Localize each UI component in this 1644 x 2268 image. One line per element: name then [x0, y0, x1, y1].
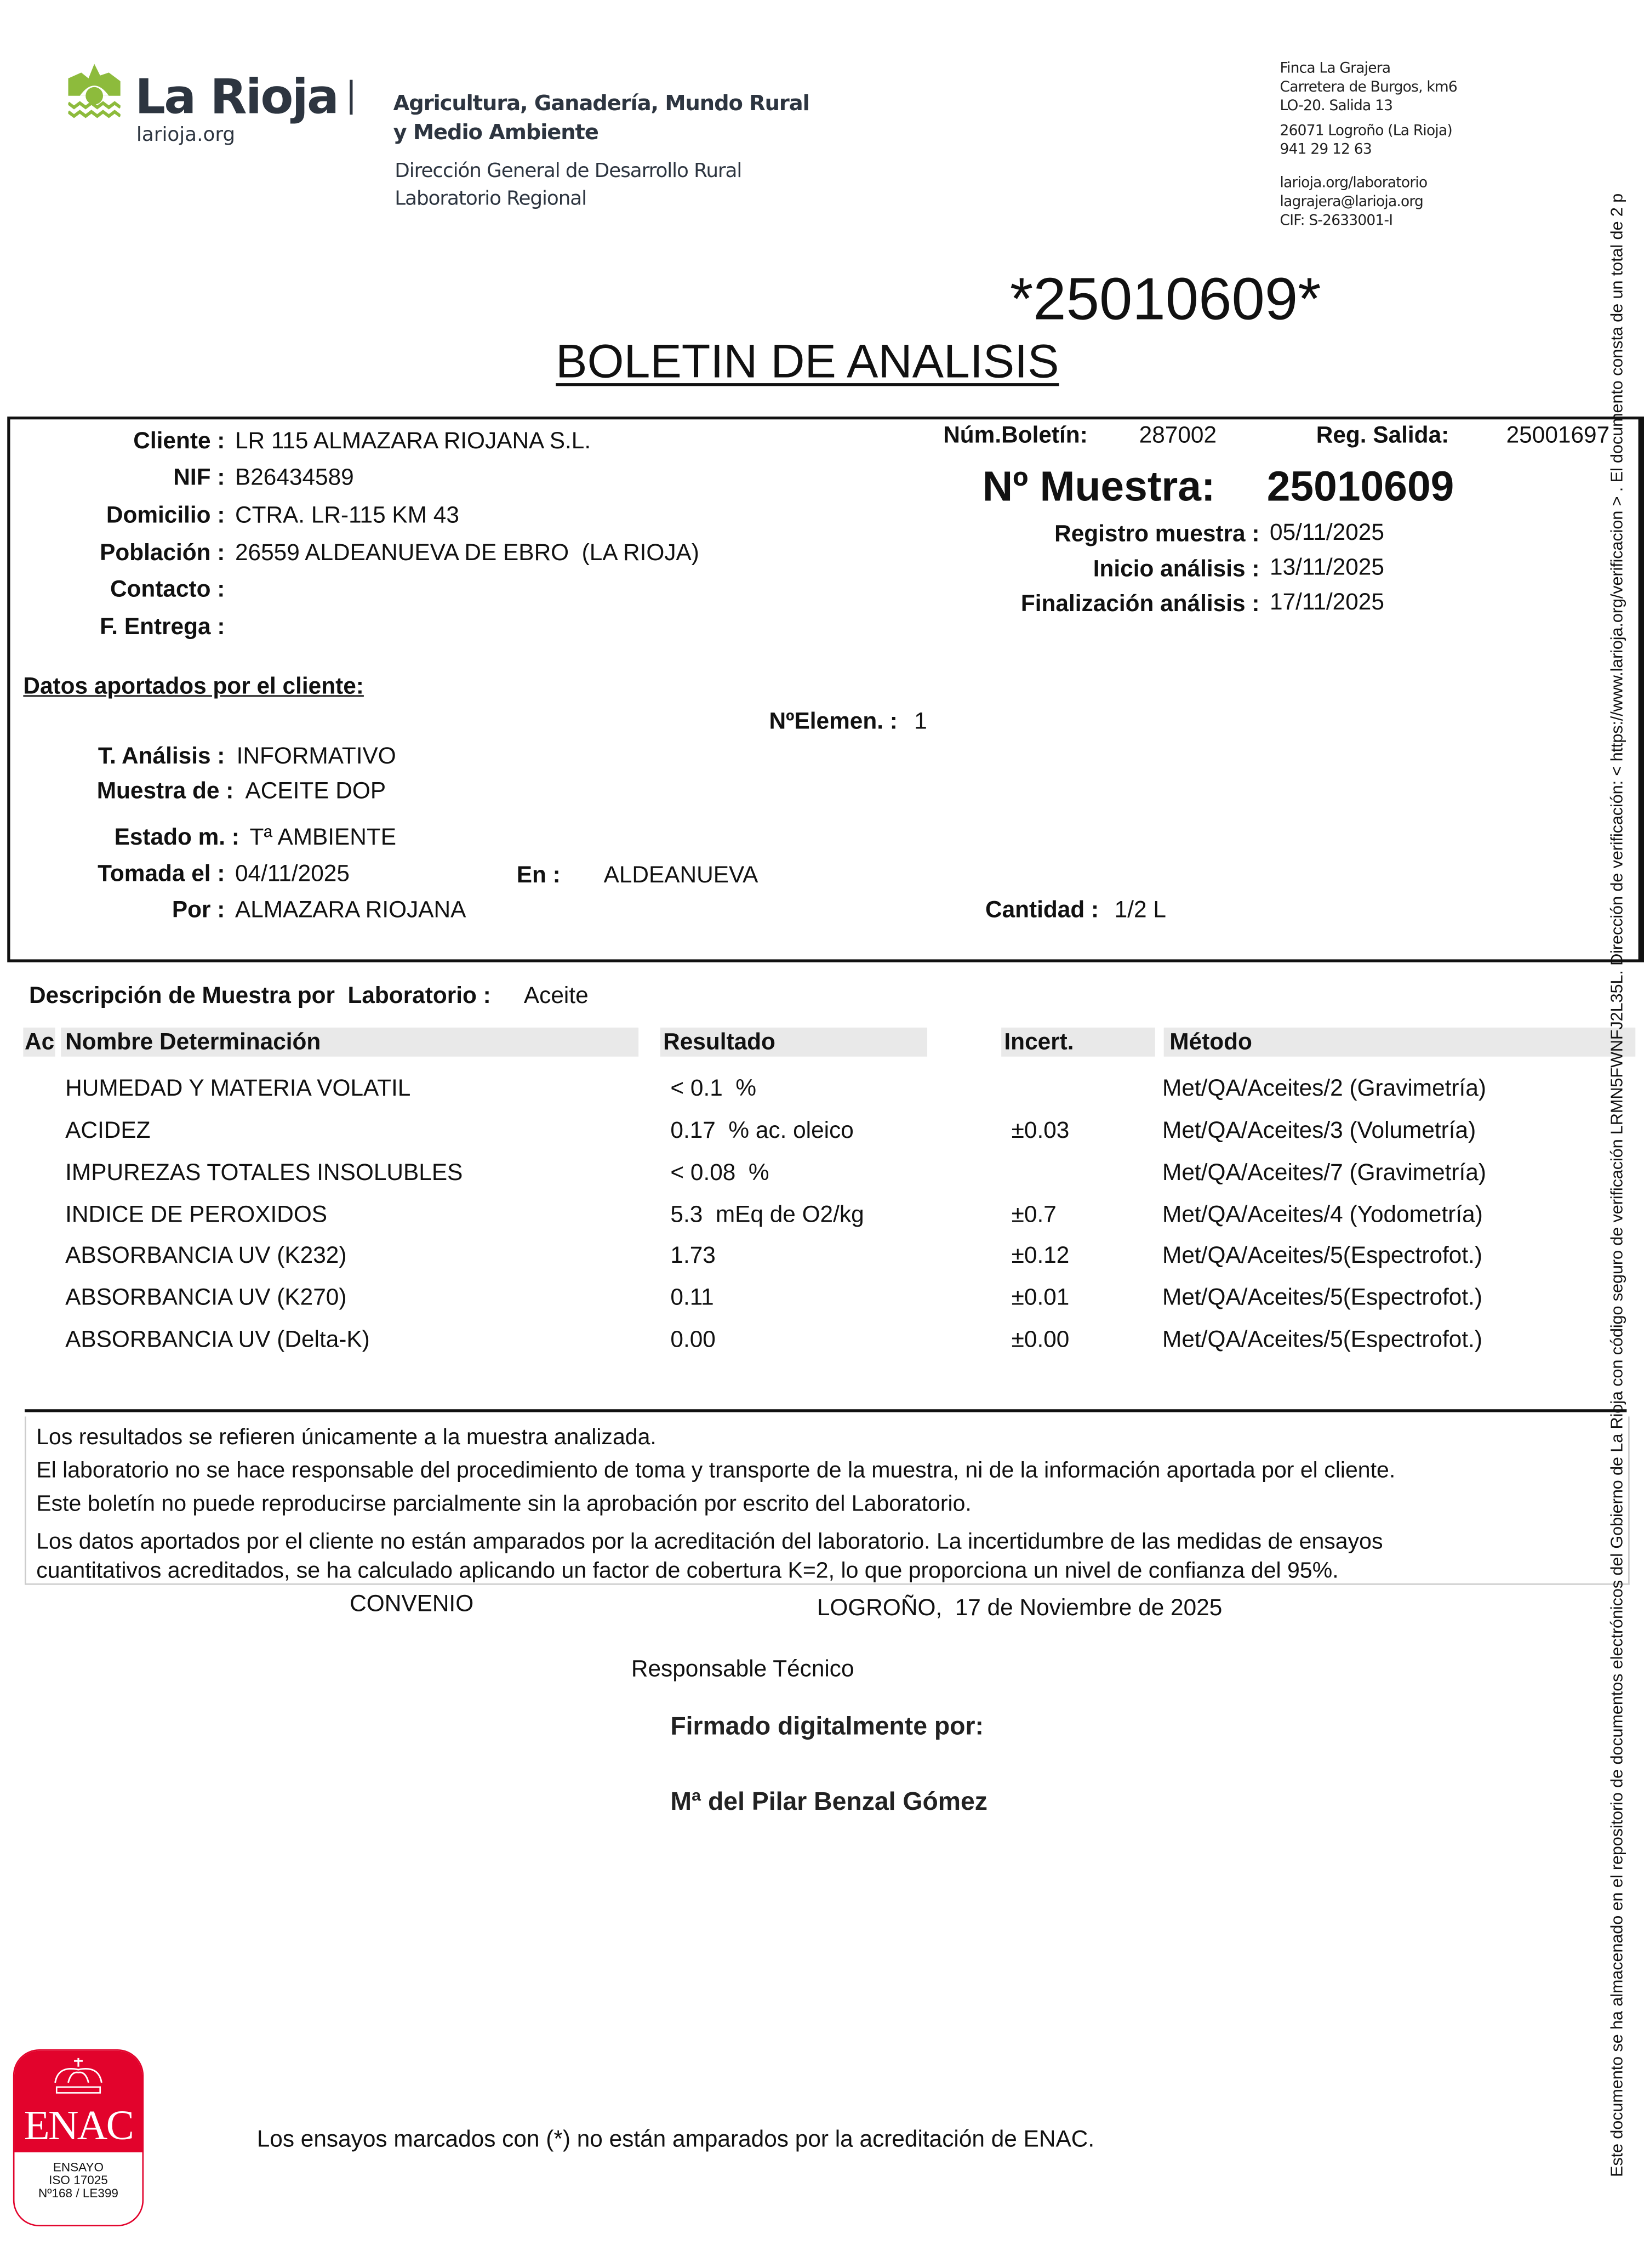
logo-divider — [350, 80, 352, 115]
taken-at-value: ALDEANUEVA — [603, 863, 758, 888]
cell-method: Met/QA/Aceites/5(Espectrofot.) — [1162, 1327, 1483, 1353]
cell-result: 0.00 — [670, 1327, 716, 1353]
taken-on-value: 04/11/2025 — [235, 862, 350, 887]
sample-of-label: Muestra de : — [96, 779, 234, 804]
exit-register: 25001697 — [1506, 424, 1610, 449]
laboratory-name: Laboratorio Regional — [395, 187, 587, 210]
barcode-text: *25010609* — [1010, 265, 1321, 333]
nif-value: B26434589 — [235, 466, 354, 491]
analysis-type-value: INFORMATIVO — [236, 744, 396, 770]
cell-method: Met/QA/Aceites/7 (Gravimetría) — [1162, 1161, 1487, 1186]
cell-name: IMPUREZAS TOTALES INSOLUBLES — [65, 1161, 463, 1186]
column-header-result: Resultado — [663, 1030, 775, 1056]
cell-incert: ±0.01 — [1011, 1286, 1070, 1311]
sample-number: 25010609 — [1266, 464, 1454, 511]
crown-icon — [51, 2056, 106, 2094]
logo-url: larioja.org — [136, 123, 236, 147]
table-bottom-rule — [25, 1409, 1626, 1412]
analysis-end-date: 17/11/2025 — [1270, 590, 1384, 616]
sample-number-label: Nº Muestra: — [982, 464, 1215, 511]
logo-name: La Rioja — [135, 68, 338, 125]
quantity-label: Cantidad : — [985, 898, 1099, 924]
phone: 941 29 12 63 — [1280, 142, 1372, 158]
verification-side-text: Este documento se ha almacenado en el repositorio de documentos electrónicos del Gobierno de La Rioja con código seguro de verificación LRMN5FWNFJ2L35L. Dirección de verificación: < https://www.larioja.org/verificacion > . El documento consta de un total de 2 p — [1607, 193, 1627, 2178]
signed-by-label: Firmado digitalmente por: — [670, 1711, 984, 1740]
delivery-date-label: F. Entrega : — [100, 615, 225, 640]
department-line1: Agricultura, Ganadería, Mundo Rural — [393, 93, 809, 116]
taken-at-label: En : — [516, 863, 561, 888]
elements-value: 1 — [914, 709, 927, 734]
cell-name: ABSORBANCIA UV (K270) — [65, 1286, 347, 1311]
analysis-type-label: T. Análisis : — [98, 744, 225, 770]
sample-registration-label: Registro muestra : — [1054, 522, 1260, 548]
page-title: BOLETIN DE ANALISIS — [556, 335, 1059, 388]
agreement-label: CONVENIO — [350, 1592, 474, 1617]
enac-line: ISO 17025 — [49, 2173, 108, 2187]
lab-description-value: Aceite — [523, 984, 589, 1009]
column-header-method: Método — [1169, 1030, 1252, 1056]
cell-name: ABSORBANCIA UV (Delta-K) — [65, 1327, 370, 1353]
cell-method: Met/QA/Aceites/5(Espectrofot.) — [1162, 1286, 1483, 1311]
note-line: Los resultados se refieren únicamente a la muestra analizada. — [36, 1425, 657, 1450]
note-line: Los datos aportados por el cliente no están amparados por la acreditación del laboratorio. La incertidumbre de las medidas de ensayos — [36, 1529, 1383, 1555]
cell-method: Met/QA/Aceites/5(Espectrofot.) — [1162, 1244, 1483, 1269]
quantity-value: 1/2 L — [1114, 898, 1166, 924]
note-line: cuantitativos acreditados, se ha calculado aplicando un factor de cobertura K=2, lo que proporciona un nivel de confianza del 95%. — [36, 1558, 1339, 1583]
address-line: 26071 Logroño (La Rioja) — [1280, 123, 1452, 140]
analysis-end-label: Finalización análisis : — [1020, 592, 1260, 617]
sample-state-label: Estado m. : — [114, 825, 239, 851]
cell-method: Met/QA/Aceites/4 (Yodometría) — [1162, 1203, 1483, 1228]
bulletin-number-label: Núm.Boletín: — [943, 424, 1088, 449]
cell-incert: ±0.7 — [1011, 1203, 1057, 1228]
taken-by-value: ALMAZARA RIOJANA — [235, 898, 466, 924]
sample-state-value: Tª AMBIENTE — [249, 825, 397, 851]
address-line: Finca La Grajera — [1280, 61, 1391, 77]
directorate: Dirección General de Desarrollo Rural — [395, 159, 742, 183]
cell-method: Met/QA/Aceites/2 (Gravimetría) — [1162, 1076, 1487, 1102]
cell-result: < 0.08 % — [670, 1161, 769, 1186]
lab-description-label: Descripción de Muestra por Laboratorio : — [28, 984, 491, 1009]
address-line: LO-20. Salida 13 — [1280, 99, 1393, 115]
technical-responsible: Responsable Técnico — [631, 1657, 854, 1683]
cell-name: HUMEDAD Y MATERIA VOLATIL — [65, 1076, 411, 1102]
taken-by-label: Por : — [172, 898, 225, 924]
cell-result: < 0.1 % — [670, 1076, 757, 1102]
cell-result: 5.3 mEq de O2/kg — [670, 1203, 864, 1228]
cell-name: ACIDEZ — [65, 1119, 151, 1144]
analysis-start-label: Inicio análisis : — [1093, 557, 1260, 582]
town-label: Población : — [100, 541, 225, 566]
client-label: Cliente : — [133, 429, 225, 454]
client-data-heading: Datos aportados por el cliente: — [23, 675, 364, 700]
cell-incert: ±0.12 — [1011, 1244, 1070, 1269]
signer-name: Mª del Pilar Benzal Gómez — [670, 1786, 987, 1816]
elements-label: NºElemen. : — [769, 709, 898, 734]
cell-method: Met/QA/Aceites/3 (Volumetría) — [1162, 1119, 1476, 1144]
cif: CIF: S-2633001-I — [1280, 213, 1393, 230]
column-header-ac: Ac — [25, 1030, 55, 1056]
analysis-start-date: 13/11/2025 — [1270, 556, 1384, 581]
sample-registration-date: 05/11/2025 — [1270, 521, 1384, 546]
cell-incert: ±0.00 — [1011, 1327, 1070, 1353]
department-line2: y Medio Ambiente — [393, 122, 598, 145]
place-date: LOGROÑO, 17 de Noviembre de 2025 — [817, 1596, 1223, 1621]
note-line: El laboratorio no se hace responsable del procedimiento de toma y transporte de la muestra, ni de la información aportada por el cliente. — [36, 1458, 1396, 1484]
enac-accreditation-note: Los ensayos marcados con (*) no están amparados por la acreditación de ENAC. — [256, 2127, 1095, 2152]
contact-label: Contacto : — [110, 577, 225, 602]
enac-line: Nº168 / LE399 — [38, 2185, 118, 2201]
cell-name: INDICE DE PEROXIDOS — [65, 1203, 328, 1228]
column-header-name: Nombre Determinación — [65, 1030, 321, 1056]
website-link[interactable]: larioja.org/laboratorio — [1280, 175, 1428, 192]
cell-incert: ±0.03 — [1011, 1119, 1070, 1144]
nif-label: NIF : — [173, 466, 225, 491]
town-value: 26559 ALDEANUEVA DE EBRO (LA RIOJA) — [235, 541, 699, 566]
cell-result: 1.73 — [670, 1244, 716, 1269]
enac-line: ENSAYO — [53, 2159, 104, 2174]
bulletin-number: 287002 — [1139, 424, 1217, 449]
exit-register-label: Reg. Salida: — [1316, 424, 1449, 449]
la-rioja-logo-icon — [68, 64, 120, 119]
note-line: Este boletín no puede reproducirse parcialmente sin la aprobación por escrito del Laboratorio. — [36, 1492, 972, 1517]
sample-of-value: ACEITE DOP — [245, 779, 386, 804]
enac-logo — [13, 2049, 144, 2226]
enac-wordmark: ENAC — [24, 2102, 133, 2150]
address-label: Domicilio : — [106, 503, 225, 528]
address-line: Carretera de Burgos, km6 — [1280, 79, 1457, 96]
cell-result: 0.11 — [670, 1286, 714, 1311]
column-header-uncertainty: Incert. — [1004, 1030, 1074, 1056]
address-value: CTRA. LR-115 KM 43 — [235, 503, 459, 528]
email-link[interactable]: lagrajera@larioja.org — [1280, 194, 1424, 210]
cell-name: ABSORBANCIA UV (K232) — [65, 1244, 347, 1269]
taken-on-label: Tomada el : — [98, 862, 225, 887]
client-value: LR 115 ALMAZARA RIOJANA S.L. — [235, 429, 591, 454]
cell-result: 0.17 % ac. oleico — [670, 1119, 854, 1144]
